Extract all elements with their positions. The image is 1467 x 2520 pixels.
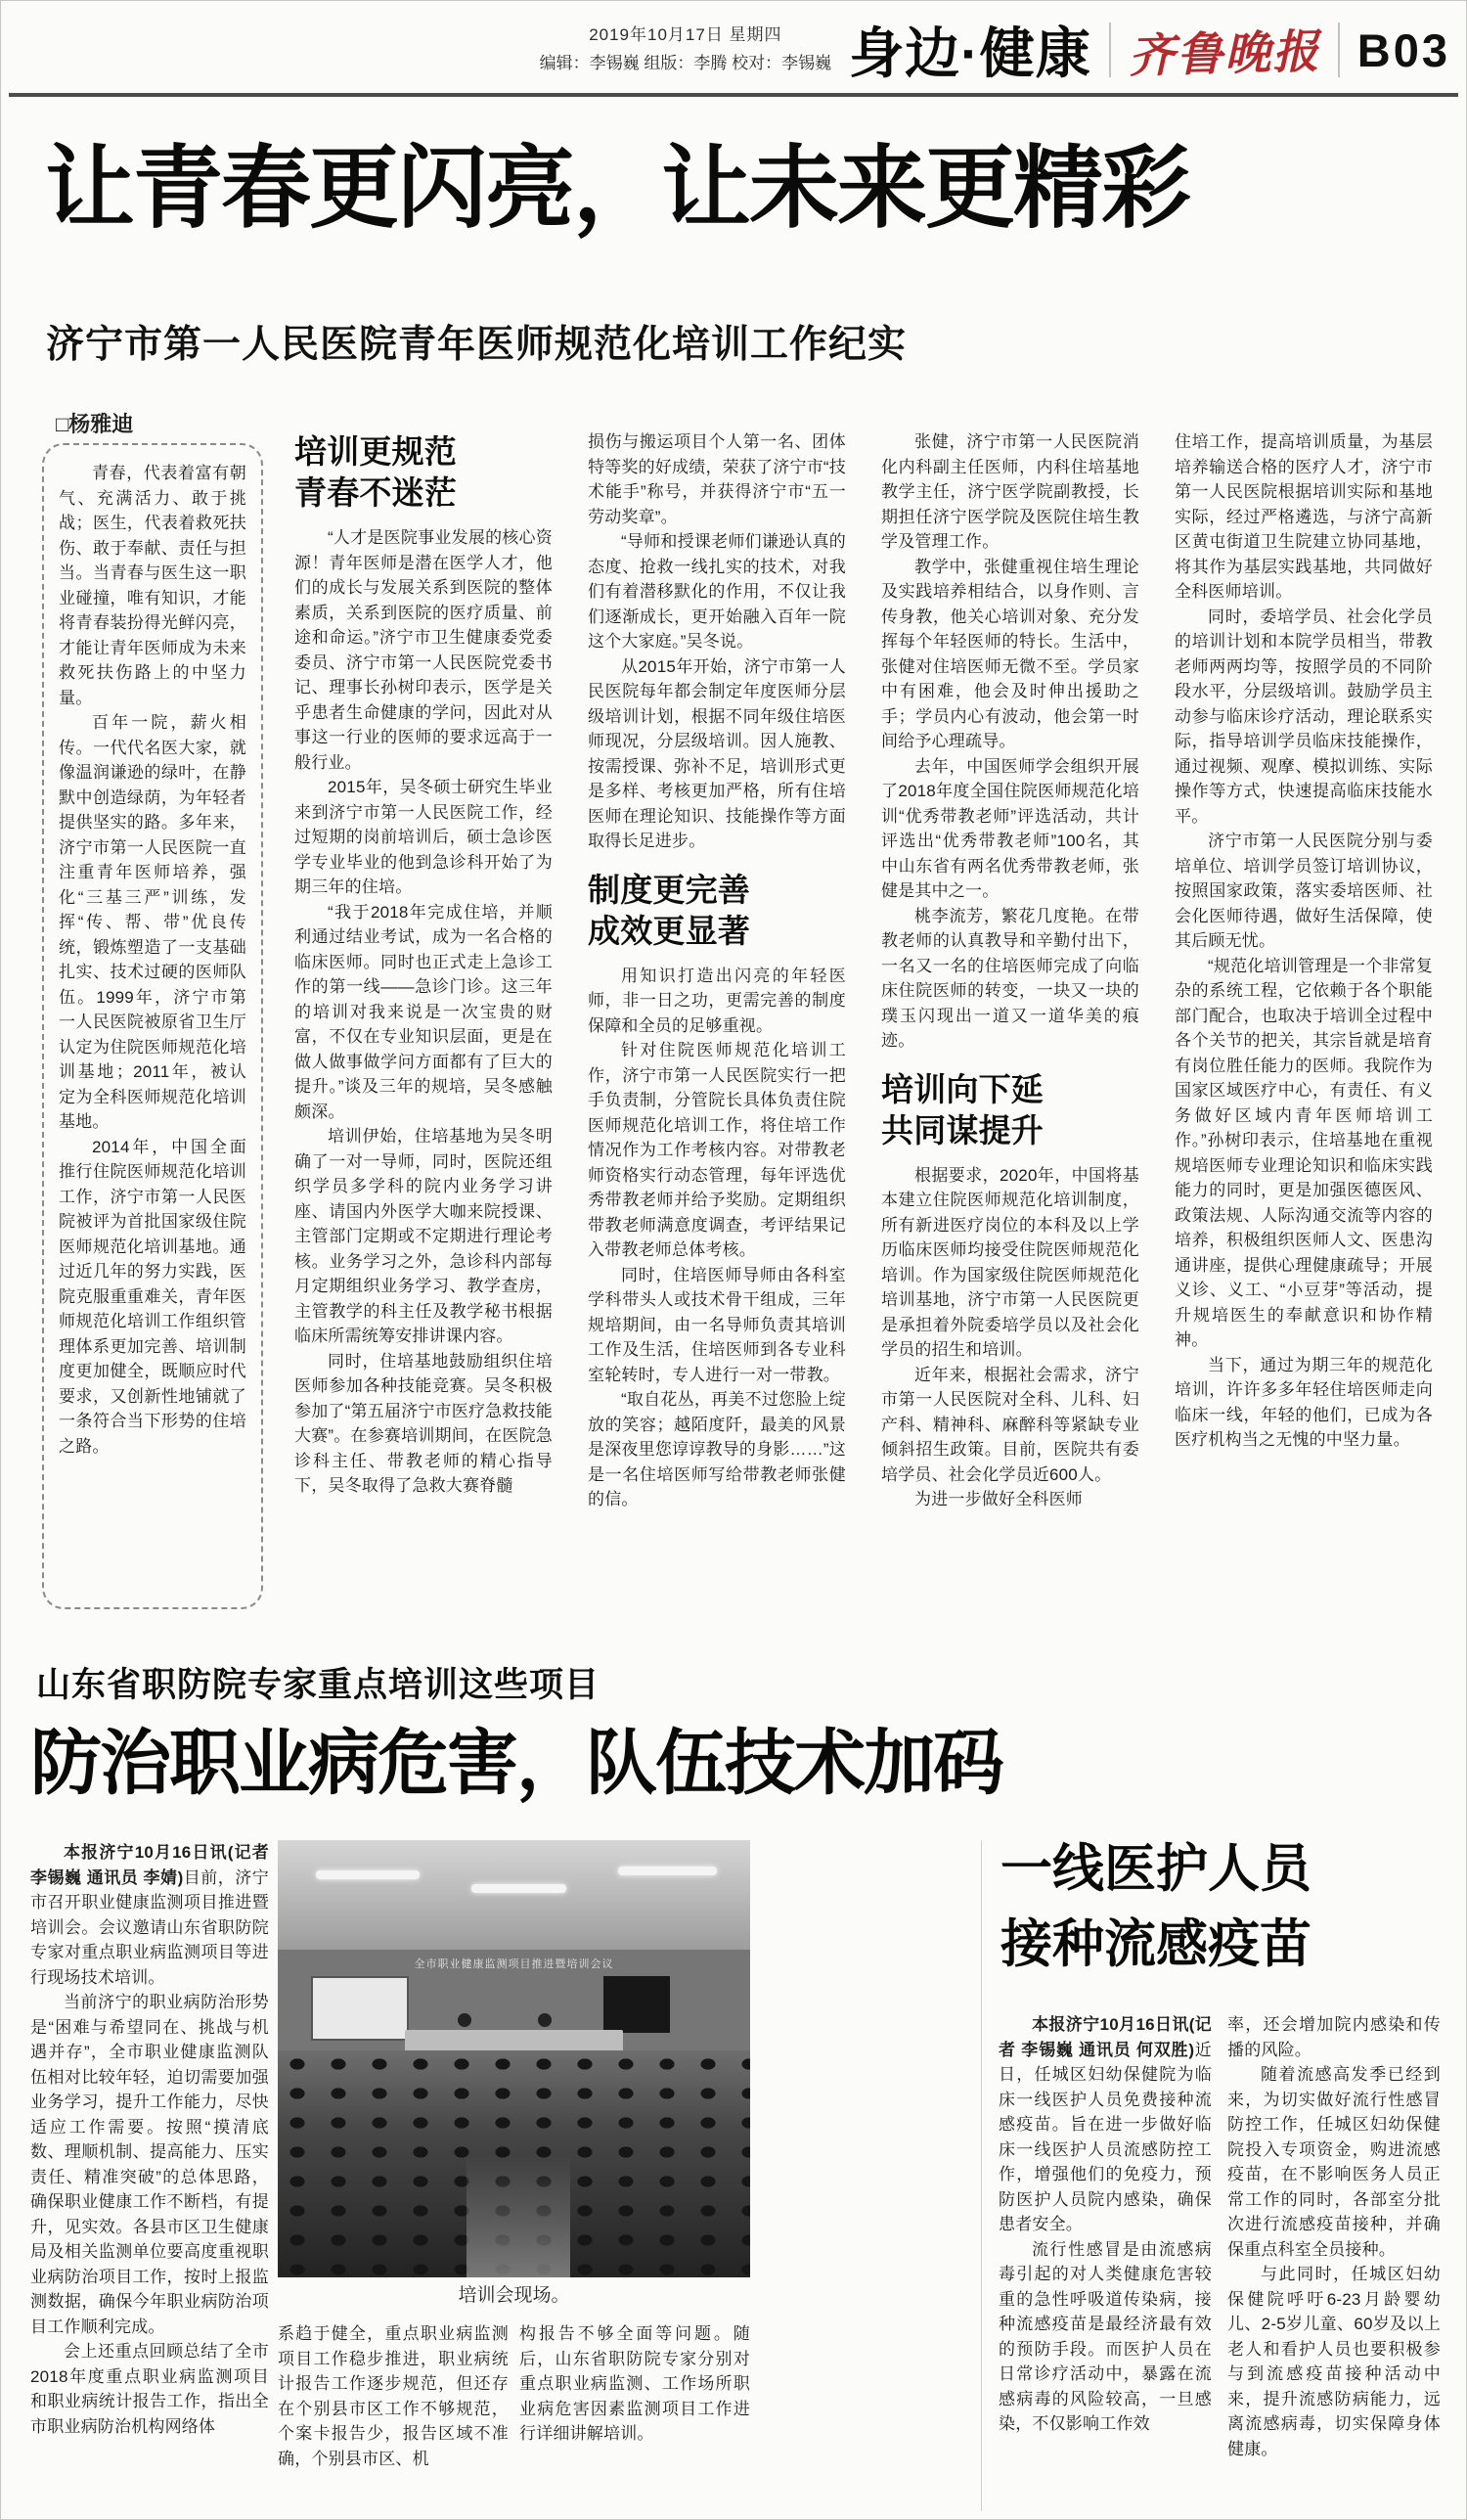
paragraph: 近年来，根据社会需求，济宁市第一人民医院对全科、儿科、妇产科、精神科、麻醉科等紧缺专业倾斜招生政策。目前，医院共有委培学员、社会化学员近600人。 (881, 1365, 1139, 1484)
article3-column-2 (1227, 2012, 1441, 2511)
feature-subheadline: 济宁市第一人民医院青年医师规范化培训工作纪实 (46, 324, 908, 366)
paragraph: 当下，通过为期三年的规范化培训，许许多多年轻住培医师走向临床一线，年轻的他们，已成为各医疗机构当之无愧的中坚力量。 (1175, 1355, 1433, 1449)
paragraph: 济宁市第一人民医院分别与委培单位、培训学员签订培训协议，按照国家政策，落实委培医师、社会化医师待遇，做好生活保障，使其后顾无忧。 (1175, 832, 1433, 950)
paragraph: 2014年，中国全面推行住院医师规范化培训工作，济宁市第一人民医院被评为首批国家级住院医师规范化培训基地。通过近几年的努力实践，医院克服重重难关，青年医师规范化培训工作组织管理体系更加完善、培训制度更加健全，既顺应时代要求，又创新性地铺就了一条符合当下形势的住培之路。 (59, 1137, 246, 1456)
paragraph: 2015年，吴冬硕士研究生毕业来到济宁市第一人民医院工作，经过短期的岗前培训后，硕士急诊医学专业毕业的他到急诊科开始了为期三年的住培。 (294, 778, 553, 897)
paragraph: “规范化培训管理是一个非常复杂的系统工程，它依赖于各个职能部门配合，也取决于培训全过程中各个关节的把关，其宗旨就是培育有岗位胜任能力的医师。我院作为国家区域医疗中心，有责任、有义务做好区域内青年医师培训工作。”孙树印表示，住培基地在重视规培医师专业理论知识和临床实践能力的同时，更是加强医德医风、政策法规、人际沟通交流等内容的培养，积极组织医师人文、医患沟通讲座，提供心理健康疏导；开展义诊、义工、“小豆芽”等活动，提升规培医生的奉献意识和协作精神。 (1175, 956, 1433, 1349)
newspaper-masthead: 齐鲁晚报 (1128, 25, 1321, 83)
article2-column-1 (30, 1840, 269, 2513)
article2-kicker: 山东省职防院专家重点培训这些项目 (36, 1666, 600, 1704)
paragraph: 教学中，张健重视住培生理论及实践培养相结合，以身作则、言传身教，他关心培训对象、充分发挥每个年轻医师的特长。生活中，张健对住培医师无微不至。学员家中有困难，他会及时伸出援助之手；学员内心有波动，他会第一时间给予心理疏导。 (881, 557, 1139, 750)
section-title-bold: 身边 (849, 22, 961, 84)
paragraph: 会上还重点回顾总结了全市2018年度重点职业病监测项目和职业病统计报告工作，指出全市职业病防治机构网络体 (30, 2342, 269, 2436)
display-screen (603, 1976, 670, 2033)
article3-headline-line2: 接种流感疫苗 (1000, 1914, 1311, 1973)
article-divider-rule (981, 1840, 982, 2511)
column-subhead: 培训向下延 共同谋提升 (881, 1070, 1044, 1148)
paragraph: 系趋于健全，重点职业病监测项目工作稳步推进，职业病统计报告工作逐步规范，但还存在个别县市区工作不够规范，个案卡报告少，报告区域不准确，个别县市区、机 (278, 2324, 509, 2468)
paragraph: 同时，住培基地鼓励组织住培医师参加各种技能竞赛。吴冬积极参加了“第五届济宁市医疗急救技能大赛”。在参赛培训期间，在医院急诊科主任、带教老师的精心指导下，吴冬取得了急救大赛脊髓 (294, 1351, 553, 1496)
section-title (849, 11, 1091, 89)
issue-date: 2019年10月17日 星期四 (589, 25, 782, 45)
column-subhead: 制度更完善 成效更显著 (588, 871, 750, 949)
presenter-table (405, 2030, 622, 2051)
issue-meta (540, 22, 831, 78)
header-divider-icon (1109, 22, 1111, 77)
paragraph: 针对住院医师规范化培训工作，济宁市第一人民医院实行一把手负责制，分管院长具体负责住院医师规范化培训工作，将住培工作情况作为工作考核内容。对带教老师资格实行动态管理，每年评选优秀带教老师并给予奖励。定期组织带教老师满意度调查，考评结果记入带教老师总体考核。 (588, 1041, 846, 1260)
paragraph: 同时，委培学员、社会化学员的培训计划和本院学员相当，带教老师两两均等，按照学员的不同阶段水平，分层级培训。鼓励学员主动参与临床诊疗活动，理论联系实际，指导培训学员临床技能操作，通过视频、观摩、模拟训练、实际操作等方式，快速提高临床技能水平。 (1175, 607, 1433, 826)
photo-ceiling (278, 1840, 750, 1950)
paragraph: 损伤与搬运项目个人第一名、团体特等奖的好成绩，荣获了济宁市“技术能手”称号，并获得济宁市“五一劳动奖章”。 (588, 432, 846, 526)
paragraph: 随着流感高发季已经到来，为切实做好流行性感冒防控工作，任城区妇幼保健院投入专项资金，购进流感疫苗，在不影响医务人员正常工作的同时，各部室分批次进行流感疫苗接种，并确保重点科室全员接种。 (1227, 2065, 1441, 2259)
staff-credits: 编辑：李锡巍 组版：李腾 校对：李锡巍 (539, 54, 832, 72)
feature-byline: □杨雅迪 (56, 412, 134, 436)
paragraph: 住培工作，提高培训质量，为基层培养输送合格的医疗人才，济宁市第一人民医院根据培训实际和基地实际，经过严格遴选，与济宁高新区黄屯街道卫生院建立协同基地，将其作为基层实践基地，共同做好全科医师培训。 (1175, 432, 1433, 601)
feature-column-2 (294, 429, 553, 1627)
projection-screen (311, 1976, 410, 2042)
paragraph: 本报济宁10月16日讯(记者 李锡巍 通讯员 李婧)目前，济宁市召开职业健康监测项目推进暨培训会。会议邀请山东省职防院专家对重点职业病监测项目等进行现场技术培训。 (30, 1843, 269, 1987)
feature-column-3 (588, 429, 846, 1627)
paragraph: 张健，济宁市第一人民医院消化内科副主任医师，内科住培基地教学主任，济宁医学院副教授，长期担任济宁医学院及医院住培生教学及管理工作。 (881, 432, 1139, 551)
column-subhead: 培训更规范 青春不迷茫 (294, 433, 457, 512)
paragraph: 根据要求，2020年，中国将基本建立住院医师规范化培训制度，所有新进医疗岗位的本科及以上学历临床医师均接受住院医师规范化培训。作为国家级住院医师规范化培训基地，济宁市第一人民医院更是承担着外院委培学员以及社会化学员的招生和培训。 (881, 1165, 1139, 1360)
paragraph: “取自花丛，再美不过您脸上绽放的笑容；越陌度阡，最美的风景是深夜里您谆谆教导的身影……”这是一名住培医师写给带教老师张健的信。 (588, 1390, 846, 1509)
paragraph: 同时，住培医师导师由各科室学科带头人或技术骨干组成，三年规培期间，由一名导师负责其培训工作及生活，住培医师到各专业科室轮转时，专人进行一对一带教。 (588, 1265, 846, 1384)
article2-column-2 (278, 2321, 509, 2511)
page-header (540, 11, 1450, 89)
paragraph: 培训伊始，住培基地为吴冬明确了一对一导师，同时，医院还组织学员多学科的院内业务学习讲座、请国内外医学大咖来院授课、主管部门定期或不定期进行理论考核。业务学习之外，急诊科内部每月定期组织业务学习、教学查房，主管教学的科主任及教学秘书根据临床所需统筹安排讲课内容。 (294, 1127, 553, 1346)
paragraph: 与此同时，任城区妇幼保健院呼吁6-23月龄婴幼儿、2-5岁儿童、60岁及以上老人和看护人员也要积极参与到流感疫苗接种活动中来，提升流感防病能力，远离流感病毒，切实保障身体健康。 (1227, 2265, 1441, 2458)
article3-column-1 (999, 2012, 1212, 2511)
presenter-figure (458, 2013, 471, 2027)
feature-column-4 (881, 429, 1139, 1627)
paragraph: 从2015年开始，济宁市第一人民医院每年都会制定年度医师分层级培训计划，根据不同年级住培医师现况，分层级培训。因人施教、按需授课、弥补不足，培训形式更是多样、考核更加严格，所有住培医师在理论知识、技能操作等方面取得长足进步。 (588, 656, 846, 850)
paragraph: 青春，代表着富有朝气、充满活力、敢于挑战；医生，代表着救死扶伤、敢于奉献、责任与担当。当青春与医生这一职业碰撞，唯有知识，才能将青春装扮得光鲜闪亮，才能让青年医师成为未来救死扶伤路上的中坚力量。 (59, 464, 246, 707)
feature-column-5 (1175, 429, 1433, 1627)
paragraph: 去年，中国医师学会组织开展了2018年度全国住院医师规范化培训“优秀带教老师”评选活动，共计评选出“优秀带教老师”100名，其中山东省有两名优秀带教老师，张健是其中之一。 (881, 756, 1139, 900)
paragraph: 桃李流芳，繁花几度艳。在带教老师的认真教导和辛勤付出下，一名又一名的住培医师完成了向临床住院医师的转变，一块又一块的璞玉闪现出一道又一道华美的痕迹。 (881, 906, 1139, 1050)
presenter-figure (538, 2013, 552, 2027)
article3-columns (999, 2012, 1441, 2511)
article3-headline-line1: 一线医护人员 (1000, 1840, 1311, 1898)
paragraph: 百年一院，薪火相传。一代代名医大家，就像温润谦逊的绿叶，在静默中创造绿荫，为年轻者提供坚实的路。多年来，济宁市第一人民医院一直注重青年医师培养，强化“三基三严”训练，发挥“传、帮、带”优良传统，锻炼塑造了一支基础扎实、技术过硬的医师队伍。1999年，济宁市第一人民医院被原省卫生厅认定为住院医师规范化培训基地；2011年，被认定为全科医师规范化培训基地。 (59, 713, 246, 1131)
feature-headline: 让青春更闪亮，让未来更精彩 (45, 139, 1190, 239)
paragraph: 用知识打造出闪亮的年轻医师，非一日之功，更需完善的制度保障和全员的足够重视。 (588, 966, 846, 1035)
header-divider-icon (1338, 22, 1340, 77)
paragraph: 当前济宁的职业病防治形势是“困难与希望同在、挑战与机遇并存”，全市职业健康监测队伍相对比较年轻，迫切需要加强业务学习，提升工作能力，尽快适应工作需要。按照“摸清底数、理顺机制、提高能力、压实责任、精准突破”的总体思路，确保职业健康工作不断档，有提升，见实效。各县市区卫生健康局及相关监测单位要高度重视职业病防治项目工作，按时上报监测数据，确保今年职业病防治项目工作顺利完成。 (30, 1993, 269, 2336)
paragraph: 构报告不够全面等问题。随后，山东省职防院专家分别对重点职业病监测、工作场所职业病危害因素监测项目工作进行详细讲解培训。 (519, 2324, 750, 2443)
ceiling-light-icon (316, 1870, 420, 1879)
paragraph: 本报济宁10月16日讯(记者 李锡巍 通讯员 何双胜)近日，任城区妇幼保健院为临床一线医护人员免费接种流感疫苗。旨在进一步做好临床一线医护人员流感防控工作，增强他们的免疫力，预防医护人员院内感染，确保患者安全。 (999, 2015, 1212, 2233)
paragraph: 为进一步做好全科医师 (914, 1490, 1083, 1509)
article3-headline (1000, 1832, 1311, 1983)
header-rule (9, 93, 1458, 97)
photo-aisle (467, 2155, 570, 2277)
paragraph: “人才是医院事业发展的核心资源！青年医师是潜在医学人才，他们的成长与发展关系到医院的整体素质，关系到医院的医疗质量、前途和命运。”济宁市卫生健康委党委委员、济宁市第一人民医院党委书记、理事长孙树印表示，医学是关乎患者生命健康的学问，因此对从事这一行业的医师的要求远高于一般行业。 (294, 528, 553, 772)
ceiling-light-icon (618, 1867, 717, 1875)
feature-intro-box (42, 443, 263, 1609)
article2-column-3 (519, 2321, 750, 2511)
feature-columns (294, 429, 1433, 1627)
page-number: B03 (1356, 23, 1450, 76)
paragraph: 率，还会增加院内感染和传播的风险。 (1227, 2015, 1441, 2059)
paragraph: 流行性感冒是由流感病毒引起的对人类健康危害较重的急性呼吸道传染病，接种流感疫苗是最经济最有效的预防手段。而医护人员在日常诊疗活动中，暴露在流感病毒的风险较高，一旦感染，不仅影响工作效 (999, 2239, 1212, 2433)
photo-caption: 培训会现场。 (458, 2285, 570, 2306)
paragraph: “我于2018年完成住培，并顺利通过结业考试，成为一名合格的临床医师。同时也正式走上急诊工作的第一线——急诊门诊。这三年的培训对我来说是一次宝贵的财富，不仅在专业知识层面，更是在做人做事做学问方面都有了巨大的提升。”谈及三年的规培，吴冬感触颇深。 (294, 902, 553, 1121)
photo-banner-text: 全市职业健康监测项目推进暨培训会议 (414, 1958, 614, 1971)
article2-headline: 防治职业病危害，队伍技术加码 (30, 1724, 1002, 1803)
paragraph: “导师和授课老师们谦逊认真的态度、抢救一线扎实的技术，对我们有着潜移默化的作用，不仅让我们逐渐成长，更开始融入百年一院这个大家庭。”吴冬说。 (588, 532, 846, 651)
ceiling-light-icon (471, 1884, 566, 1893)
training-meeting-photo (278, 1840, 750, 2277)
section-title-rest: ·健康 (960, 22, 1091, 84)
